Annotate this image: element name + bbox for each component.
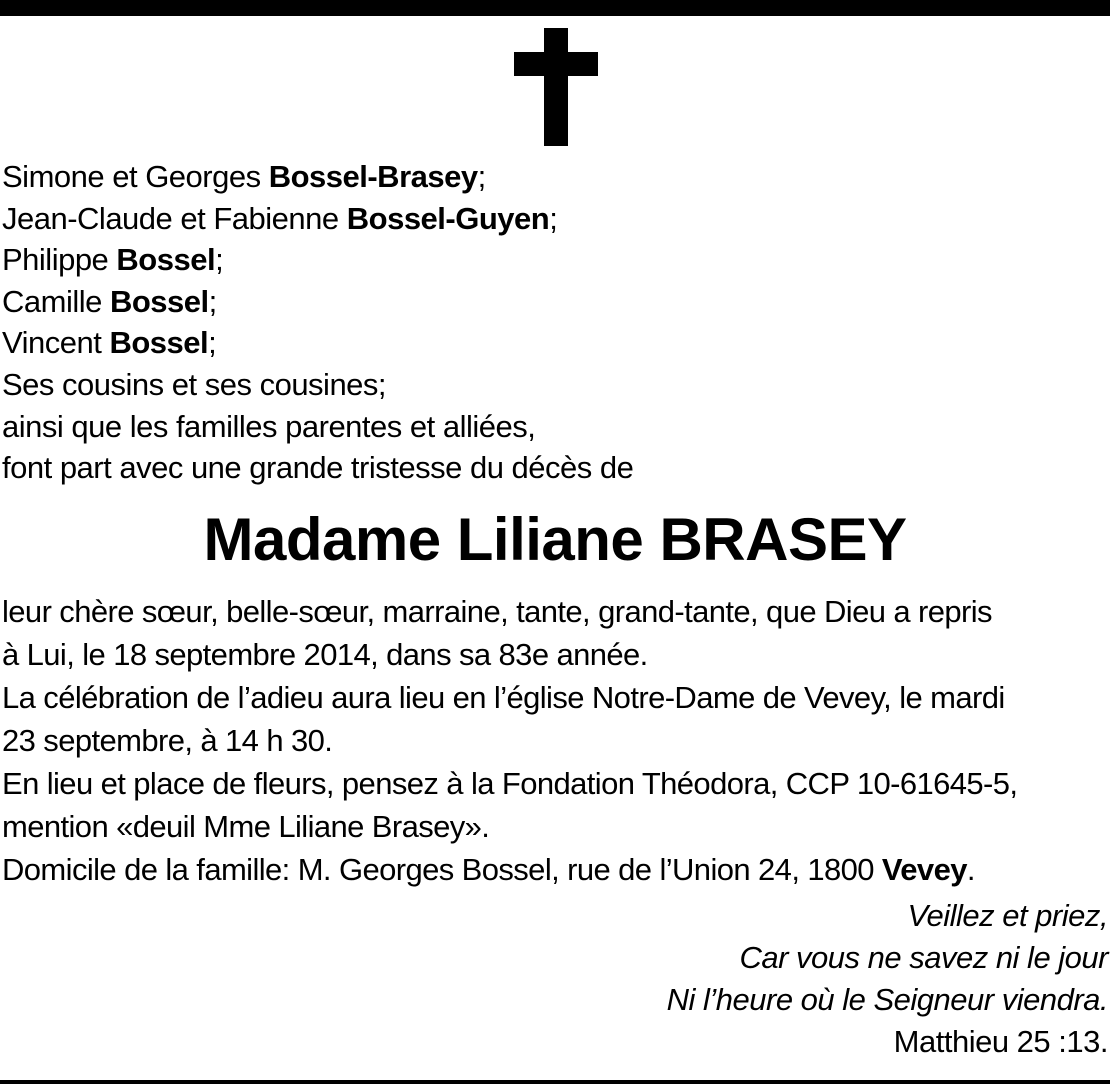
family-line: Jean-Claude et Fabienne Bossel-Guyen; [2, 200, 558, 236]
family-extra-line: ainsi que les familles parentes et alliées, [2, 408, 536, 444]
top-rule [0, 0, 1110, 16]
family-line: Philippe Bossel; [2, 242, 224, 278]
body-line: La célébration de l’adieu aura lieu en l’église Notre-Dame de Vevey, le mardi [2, 680, 1005, 715]
family-extra-line: Ses cousins et ses cousines; [2, 366, 387, 402]
body-line: leur chère sœur, belle-sœur, marraine, tante, grand-tante, que Dieu a repris [2, 594, 992, 629]
body-line: 23 septembre, à 14 h 30. [2, 723, 333, 758]
body-line: mention «deuil Mme Liliane Brasey». [2, 809, 490, 844]
family-line: Simone et Georges Bossel-Brasey; [2, 159, 486, 194]
cross-icon [514, 28, 598, 146]
body-line: à Lui, le 18 septembre 2014, dans sa 83e année. [2, 637, 648, 672]
family-extra-line: font part avec une grande tristesse du décès de [2, 450, 634, 486]
bible-verse [408, 895, 1108, 1063]
deceased-name: Madame Liliane BRASEY [203, 506, 907, 573]
body-line: En lieu et place de fleurs, pensez à la Fondation Théodora, CCP 10-61645-5, [2, 766, 1018, 801]
verse-line: Car vous ne savez ni le jour [739, 940, 1108, 975]
family-line: Camille Bossel; [2, 283, 217, 319]
verse-line: Ni l’heure où le Seigneur viendra. [666, 982, 1108, 1017]
verse-reference: Matthieu 25 :13. [893, 1024, 1108, 1059]
bottom-rule [0, 1080, 1110, 1084]
family-list [2, 156, 1102, 489]
domicile-line: Domicile de la famille: M. Georges Bossel, rue de l’Union 24, 1800 Vevey. [2, 852, 975, 887]
verse-line: Veillez et priez, [907, 898, 1108, 933]
announcement-body [2, 590, 1108, 891]
family-line: Vincent Bossel; [2, 325, 217, 361]
